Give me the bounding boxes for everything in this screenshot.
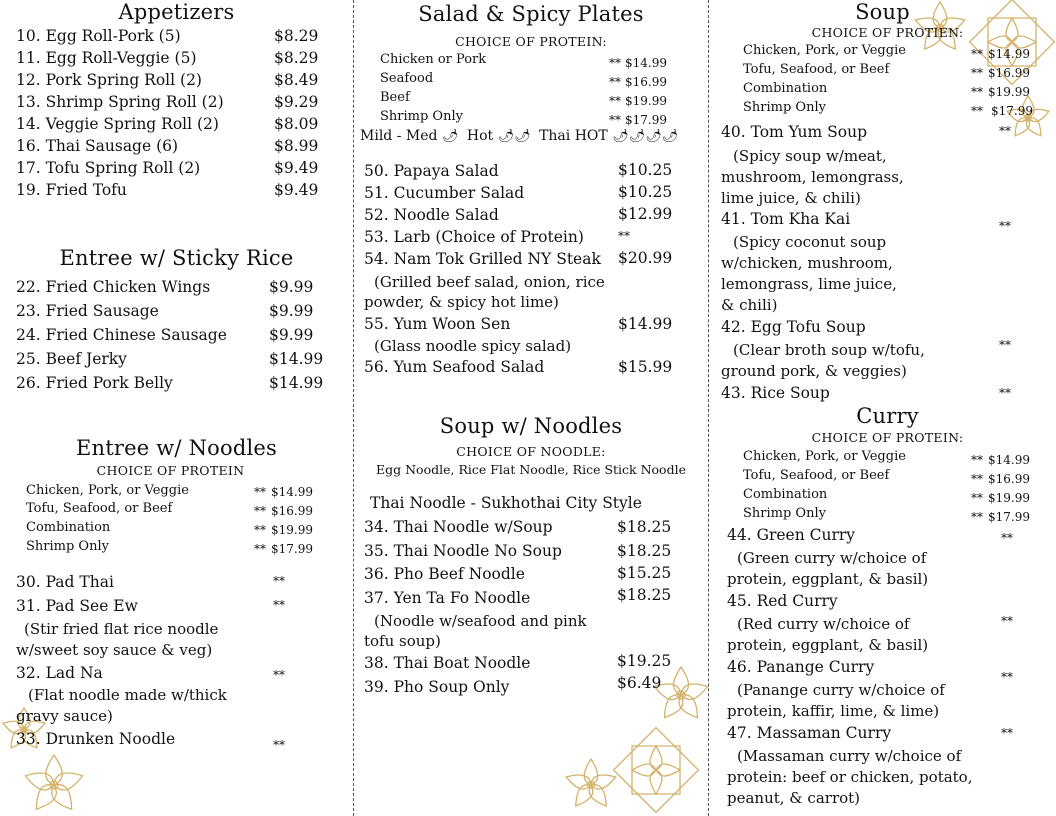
menu-item-name: 55. Yum Woon Sen [364,315,511,333]
protein-option-label: Combination [743,487,828,502]
menu-item-name: 17. Tofu Spring Roll (2) [16,159,201,177]
menu-item-name: 10. Egg Roll-Pork (5) [16,27,181,45]
menu-item-price: $10.25 [618,161,673,179]
menu-item-description: (Stir fried flat rice noodle [24,620,219,638]
price-stars: ** [999,124,1011,138]
menu-item-description: protein, kaffir, lime, & lime) [727,702,940,720]
protein-choice-caption: CHOICE OF PROTEIN [96,463,245,478]
menu-item-description: & chili) [721,296,778,314]
menu-item-description: (Noodle w/seafood and pink [374,612,587,630]
soup-noodles-heading: Soup w/ Noodles [439,414,623,438]
price-stars: ** [971,85,983,99]
price-stars: ** [971,510,983,524]
menu-item-name: 31. Pad See Ew [16,597,138,615]
menu-item-description: ground pork, & veggies) [721,362,907,380]
protein-option-label: Chicken or Pork [380,52,487,67]
menu-item-price: $9.99 [269,278,314,296]
protein-option-label: Shrimp Only [743,100,826,115]
price-stars: ** [971,47,983,61]
menu-item-name: 51. Cucumber Salad [364,184,525,202]
protein-option-label: Tofu, Seafood, or Beef [743,62,890,77]
menu-item-name: 46. Panange Curry [727,658,875,676]
protein-option-price: $14.99 [271,485,313,499]
protein-option-label: Shrimp Only [743,506,826,521]
menu-item-price: $18.25 [617,542,672,560]
protein-option-price: $17.99 [271,542,313,556]
protein-option-price: $19.99 [988,491,1030,505]
protein-option-label: Tofu, Seafood, or Beef [26,501,173,516]
menu-item-price: $10.25 [618,183,673,201]
protein-option-price: $16.99 [625,75,667,89]
menu-item-name: 52. Noodle Salad [364,206,499,224]
protein-option-label: Chicken, Pork, or Veggie [26,483,189,498]
protein-option-price: $16.99 [988,472,1030,486]
menu-item-price: $14.99 [269,374,324,392]
menu-item-price: $14.99 [618,315,673,333]
protein-option-price: $14.99 [988,47,1030,61]
menu-item-price: $9.49 [274,159,319,177]
menu-column-left [0,0,353,816]
menu-item-name: 34. Thai Noodle w/Soup [364,518,553,536]
noodle-choice-caption: CHOICE OF NOODLE: [456,444,606,459]
menu-item-name: 19. Fried Tofu [16,181,127,199]
price-stars: ** [971,66,983,80]
menu-item-description: lime juice, & chili) [721,189,861,207]
menu-item-name: 22. Fried Chicken Wings [16,278,211,296]
menu-item-price: $9.99 [269,326,314,344]
protein-option-price: $17.99 [988,510,1030,524]
menu-item-name: 38. Thai Boat Noodle [364,654,531,672]
menu-item-name: 39. Pho Soup Only [364,678,510,696]
menu-item-price: $9.99 [269,302,314,320]
menu-item-price: $6.49 [617,674,662,692]
menu-item-price: $8.29 [274,49,319,67]
menu-item-price: $18.25 [617,518,672,536]
price-stars: ** [1001,531,1013,545]
menu-item-description: (Grilled beef salad, onion, rice [374,273,605,291]
menu-item-name: 12. Pork Spring Roll (2) [16,71,202,89]
menu-item-price: $15.25 [617,564,672,582]
menu-item-price: $9.29 [274,93,319,111]
spice-thai-hot-label: Thai HOT [539,128,608,144]
price-stars: ** [254,542,266,556]
protein-option-price: $14.99 [625,56,667,70]
protein-option-label: Shrimp Only [380,109,463,124]
protein-option-label: Combination [743,81,828,96]
menu-item-description: powder, & spicy hot lime) [364,293,559,311]
price-stars: ** [609,56,621,70]
menu-item-price: $19.25 [617,652,672,670]
protein-option-label: Chicken, Pork, or Veggie [743,449,906,464]
noodle-style-label: Thai Noodle - Sukhothai City Style [370,494,642,512]
menu-column-middle [354,0,708,816]
menu-item-name: 44. Green Curry [727,526,856,544]
protein-option-price: $16.99 [988,66,1030,80]
menu-item-description: (Spicy coconut soup [733,233,887,251]
price-stars: ** [254,523,266,537]
protein-option-price: $14.99 [988,453,1030,467]
price-stars: ** [273,598,285,612]
menu-item-description: w/chicken, mushroom, [721,254,893,272]
menu-item-price: $9.49 [274,181,319,199]
protein-option-price: $19.99 [988,85,1030,99]
protein-option-price: $16.99 [271,504,313,518]
menu-item-price: $12.99 [618,205,673,223]
protein-option-label: Seafood [380,71,434,86]
protein-option-label: Beef [380,90,410,105]
menu-item-name: 24. Fried Chinese Sausage [16,326,227,344]
price-stars: ** [971,104,983,118]
menu-item-name: 53. Larb (Choice of Protein) [364,228,584,246]
menu-item-name: 11. Egg Roll-Veggie (5) [16,49,197,67]
salad-heading: Salad & Spicy Plates [418,2,644,26]
menu-item-price: $18.25 [617,586,672,604]
menu-item-description: protein, eggplant, & basil) [727,636,929,654]
price-stars: ** [273,574,285,588]
menu-item-name: 37. Yen Ta Fo Noodle [364,589,531,607]
price-stars: ** [999,386,1011,400]
price-stars: ** [609,75,621,89]
protein-option-price: $17.99 [625,113,667,127]
menu-item-name: 56. Yum Seafood Salad [364,358,545,376]
price-stars: ** [1001,726,1013,740]
menu-item-name: 13. Shrimp Spring Roll (2) [16,93,224,111]
menu-item-name: 45. Red Curry [727,592,838,610]
menu-item-description: (Clear broth soup w/tofu, [733,341,925,359]
menu-item-name: 42. Egg Tofu Soup [721,318,866,336]
price-stars: ** [609,94,621,108]
menu-item-price: $8.29 [274,27,319,45]
menu-item-description: peanut, & carrot) [727,789,861,807]
menu-item-name: 32. Lad Na [16,664,103,682]
price-stars: ** [971,491,983,505]
menu-item-description: lemongrass, lime juice, [721,275,897,293]
price-stars: ** [971,453,983,467]
chili-pepper-icon: 🌶🌶 [497,129,531,144]
spice-hot-label: Hot [466,128,494,144]
protein-option-label: Chicken, Pork, or Veggie [743,43,906,58]
menu-item-name: 26. Fried Pork Belly [16,374,173,392]
price-stars: ** [1001,670,1013,684]
menu-item-price: $20.99 [618,249,673,267]
spice-mild-label: Mild - Med [360,128,438,144]
menu-item-description: (Green curry w/choice of [737,549,927,567]
sticky-rice-heading: Entree w/ Sticky Rice [59,246,294,270]
menu-item-name: 43. Rice Soup [721,384,830,402]
protein-option-label: Shrimp Only [26,539,109,554]
menu-item-name: 25. Beef Jerky [16,350,127,368]
protein-option-label: Tofu, Seafood, or Beef [743,468,890,483]
chili-pepper-icon: 🌶🌶🌶🌶 [612,129,679,144]
menu-item-name: 36. Pho Beef Noodle [364,565,525,583]
menu-item-name: 30. Pad Thai [16,573,114,591]
menu-item-name: 47. Massaman Curry [727,724,892,742]
noodles-entree-heading: Entree w/ Noodles [75,436,277,460]
menu-item-description: protein, eggplant, & basil) [727,570,929,588]
curry-heading: Curry [856,404,919,428]
protein-option-price: $19.99 [625,94,667,108]
menu-item-description: (Glass noodle spicy salad) [374,337,572,355]
protein-option-price: $17.99 [991,104,1033,118]
price-stars: ** [609,113,621,127]
price-stars: ** [254,504,266,518]
menu-item-description: gravy sauce) [16,707,113,725]
menu-item-name: 54. Nam Tok Grilled NY Steak [364,250,601,268]
menu-item-name: 40. Tom Yum Soup [721,123,868,141]
menu-item-description: (Flat noodle made w/thick [28,686,227,704]
price-stars: ** [1001,614,1013,628]
menu-item-name: 33. Drunken Noodle [16,730,176,748]
price-stars: ** [273,738,285,752]
price-stars: ** [999,338,1011,352]
menu-item-name: 23. Fried Sausage [16,302,159,320]
menu-item-description: w/sweet soy sauce & veg) [16,641,213,659]
menu-item-description: (Panange curry w/choice of [737,681,945,699]
menu-item-description: mushroom, lemongrass, [721,168,904,186]
protein-option-price: $19.99 [271,523,313,537]
menu-item-price: $8.09 [274,115,319,133]
menu-item-name: 35. Thai Noodle No Soup [364,542,562,560]
appetizers-heading: Appetizers [118,0,235,24]
protein-option-label: Combination [26,520,111,535]
menu-item-description: protein: beef or chicken, potato, [727,768,973,786]
spice-level-legend [360,128,678,144]
menu-item-name: 50. Papaya Salad [364,162,499,180]
menu-column-right [709,0,1056,816]
protein-choice-caption: CHOICE OF PROTEIN: [811,430,964,445]
menu-item-description: tofu soup) [364,632,441,650]
price-stars: ** [273,668,285,682]
menu-item-description: (Red curry w/choice of [737,615,910,633]
menu-item-price: $8.49 [274,71,319,89]
price-stars: ** [618,229,630,243]
price-stars: ** [254,485,266,499]
price-stars: ** [999,219,1011,233]
menu-item-price: $8.99 [274,137,319,155]
protein-choice-caption: CHOICE OF PROTIEN: [811,25,964,40]
menu-item-name: 14. Veggie Spring Roll (2) [16,115,219,133]
chili-pepper-icon: 🌶 [441,129,459,144]
menu-item-name: 16. Thai Sausage (6) [16,137,179,155]
menu-item-price: $14.99 [269,350,324,368]
soup-heading: Soup [855,0,910,24]
menu-item-description: (Massaman curry w/choice of [737,747,962,765]
menu-item-description: (Spicy soup w/meat, [733,147,887,165]
noodle-options: Egg Noodle, Rice Flat Noodle, Rice Stick Noodle [376,462,686,477]
price-stars: ** [971,472,983,486]
menu-item-price: $15.99 [618,358,673,376]
menu-item-name: 41. Tom Kha Kai [721,210,851,228]
protein-choice-caption: CHOICE OF PROTEIN: [455,34,607,49]
